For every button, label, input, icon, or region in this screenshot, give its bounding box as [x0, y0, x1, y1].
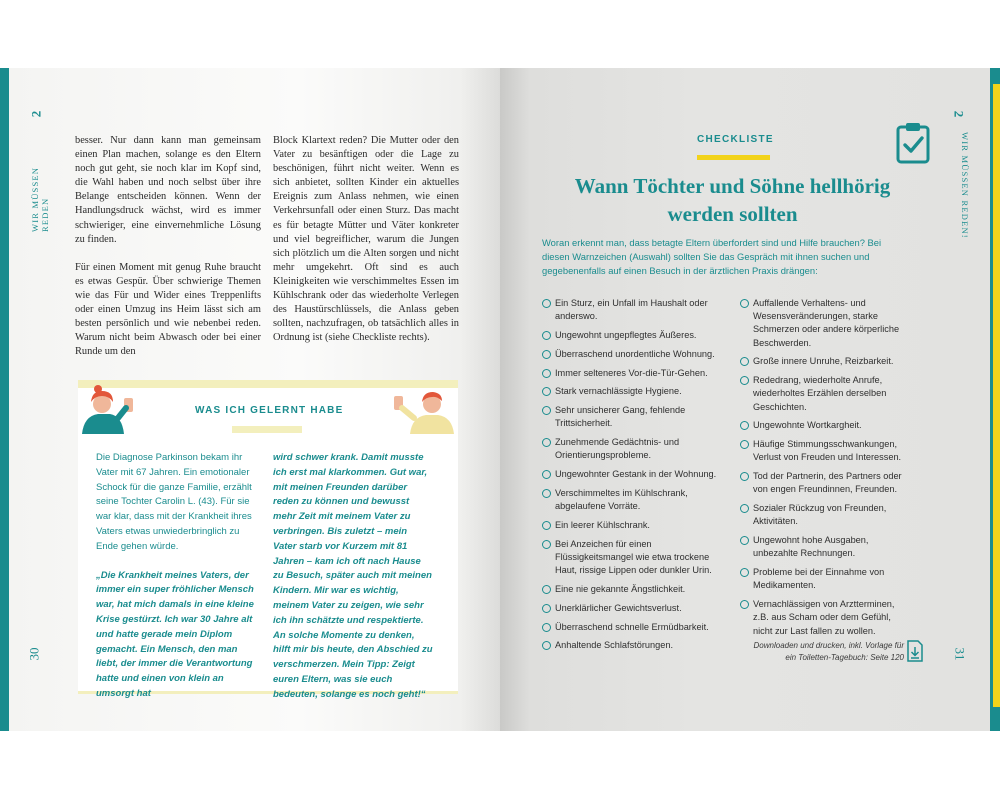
list-item: Probleme bei der Einnahme von Medikamenten.: [740, 566, 912, 592]
list-item: Verschimmeltes im Kühlschrank, abgelaufene Vorräte.: [542, 487, 720, 513]
list-item: Anhaltende Schlafstörungen.: [542, 639, 720, 652]
list-item: Unerklärlicher Gewichtsverlust.: [542, 602, 720, 615]
learned-quote-end: wird schwer krank. Damit musste ich erst mal klarkommen. Gut war, mit meinen Freunden darüber reden zu können und bewusst mehr Zeit mit meinem Vater zu verbringen. Bis zuletzt – mein Vater starb vor Kurzem mit 81 Jahren – kam ich oft nach Hause zu Besuch, später auch mit meinen Kindern. Mir war es wichtig, meinem Vater zu zeigen, wie sehr ich ihn schätzte und respektierte. An solche Momente zu denken, hilft mir bis heute, den Abschied zu verschmerzen. Mein Tipp: Zeigt euren Eltern, was sie euch bedeuten, solange es noch geht!“: [273, 452, 433, 700]
chapter-number-right: 2: [951, 110, 967, 118]
woman-thumbs-up-icon: [78, 382, 156, 434]
list-item: Rededrang, wiederholte Anrufe, wiederholtes Erzählen derselben Geschichten.: [740, 374, 912, 414]
list-item: Ein Sturz, ein Unfall im Haushalt oder anderswo.: [542, 297, 720, 323]
right-page-yellow-edge: [993, 84, 1000, 707]
download-icon: [906, 640, 924, 662]
body-paragraph: Für einen Moment mit genug Ruhe braucht es etwas Gespür. Über schwierige Themen wie das Für und Wider eines Treppenlifts oder einen Umzug ins Heim lässt sich am besten persönlich und wie nebenbei reden. Warum nicht beim Abwasch oder bei einer Runde um den: [75, 261, 261, 358]
checklist-left-column: [542, 297, 720, 658]
left-page-edge: [0, 68, 9, 731]
list-item: Stark vernachlässigte Hygiene.: [542, 385, 720, 398]
man-thumbs-up-icon: [388, 384, 460, 434]
checklist-label: CHECKLISTE: [697, 134, 774, 145]
list-item: Ungewohnt ungepflegtes Äußeres.: [542, 329, 720, 342]
list-item: Auffallende Verhaltens- und Wesensveränderungen, starke Schmerzen oder andere körperliche Beschwerden.: [740, 297, 912, 350]
running-head-right: WIR MÜSSEN REDEN!: [960, 132, 970, 239]
list-item: Sehr unsicherer Gang, fehlende Trittsicherheit.: [542, 404, 720, 430]
learned-title-underline: [232, 426, 302, 433]
checklist-right-column: [740, 297, 912, 643]
list-item: Bei Anzeichen für einen Flüssigkeitsmangel wie etwa trockene Haut, rissige Lippen oder dunkler Urin.: [542, 538, 720, 578]
list-item: Überraschend unordentliche Wohnung.: [542, 348, 720, 361]
checklist-title: Wann Töchter und Söhne hellhörig werden sollten: [574, 174, 891, 226]
body-column-1: [75, 134, 261, 359]
list-item: Sozialer Rückzug von Freunden, Aktivitäten.: [740, 502, 912, 528]
learned-quote-start: „Die Krankheit meines Vaters, der immer ein super fröhlicher Mensch war, hat mich damals in eine kleine Krise gestürzt. Ich war 30 Jahre alt und hatte gerade mein Diplom gemacht. Ein Mensch, den man liebt, der immer die Verantwortung hatte und einen von klein an umsorgt hat: [96, 569, 254, 699]
checklist-label-bar: [697, 155, 770, 160]
page-number-left: 30: [26, 647, 42, 661]
page-number-right: 31: [952, 647, 968, 661]
list-item: Ein leerer Kühlschrank.: [542, 519, 720, 532]
learned-intro: Die Diagnose Parkinson bekam ihr Vater mit 67 Jahren. Ein emotionaler Schock für die ganze Familie, erzählt seine Tochter Carolin L. (43). Für sie war klar, dass mit der Krankheit ihres Vaters etwas unwiederbringlich zu Ende gehen würde.: [96, 452, 252, 552]
body-paragraph: Block Klartext reden? Die Mutter oder den Vater zu besänftigen oder die Lage zu beschönigen, führt nicht weiter. Wenn es sich anbietet, sollten Kinder ein aktuelles Ereignis zum Anlass nehmen, wie einen Verkehrsunfall oder einen Sturz. Das macht es für betagte Mütter und Väter konkreter und viel begreiflicher, warum die Jungen sich plötzlich um die Alten sorgen und nicht mehr umgekehrt. Oft sind es auch Kleinigkeiten wie verschimmeltes Essen im Kühlschrank oder das wiederholte Verlegen des Haustürschlüssels, die Anlass geben sollten, nachzufragen, ob tatsächlich alles in Ordnung ist (siehe Checkliste rechts).: [273, 135, 459, 344]
learned-column-1: [96, 451, 256, 702]
running-head-left: WIR MÜSSEN REDEN: [30, 166, 50, 232]
list-item: Überraschend schnelle Ermüdbarkeit.: [542, 621, 720, 634]
clipboard-check-icon: [896, 122, 930, 164]
list-item: Ungewohnt hohe Ausgaben, unbezahlte Rechnungen.: [740, 534, 912, 560]
chapter-number-left: 2: [28, 110, 44, 118]
list-item: Vernachlässigen von Arztterminen, z.B. aus Scham oder dem Gefühl, nicht zur Last fallen zu wollen.: [740, 598, 912, 638]
list-item: Zunehmende Gedächtnis- und Orientierungsprobleme.: [542, 436, 720, 462]
list-item: Große innere Unruhe, Reizbarkeit.: [740, 355, 912, 368]
checklist-intro: Woran erkennt man, dass betagte Eltern überfordert sind und Hilfe brauchen? Bei diesen Warnzeichen (Auswahl) sollten Sie das Gespräch mit ihnen suchen und gegebenenfalls auf einen Besuch in der ärztlichen Praxis drängen:: [542, 237, 882, 276]
list-item: Ungewohnter Gestank in der Wohnung.: [542, 468, 720, 481]
download-note: Downloaden und drucken, inkl. Vorlage für ein Toiletten-Tagebuch: Seite 120: [753, 641, 904, 662]
learned-column-2: [273, 451, 433, 703]
body-column-2: [273, 134, 459, 345]
body-paragraph: besser. Nur dann kann man gemeinsam einen Plan machen, solange es den Eltern noch gut geht, sie noch klar im Kopf sind, die Wahl haben und noch selbst über ihre Belange entscheiden können. Wenn der Handlungsdruck wächst, wird es immer schwieriger, eine einvernehmliche Lösung zu finden.: [75, 135, 261, 245]
list-item: Häufige Stimmungsschwankungen, Verlust von Freuden und Interessen.: [740, 438, 912, 464]
list-item: Ungewohnte Wortkargheit.: [740, 419, 912, 432]
learned-box-title: WAS ICH GELERNT HABE: [195, 405, 344, 416]
list-item: Eine nie gekannte Ängstlichkeit.: [542, 583, 720, 596]
list-item: Immer selteneres Vor-die-Tür-Gehen.: [542, 367, 720, 380]
list-item: Tod der Partnerin, des Partners oder von engen Freundinnen, Freunden.: [740, 470, 912, 496]
